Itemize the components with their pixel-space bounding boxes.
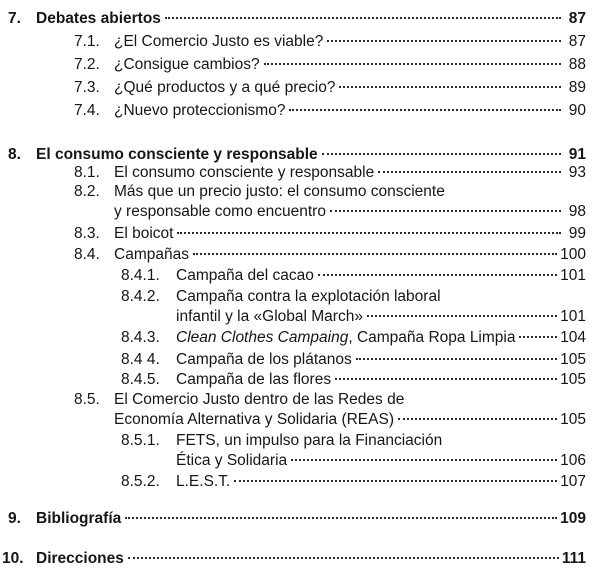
chapter-title: Direcciones (36, 550, 124, 567)
entry-title-line-2: y responsable como encuentro (114, 203, 326, 220)
toc-chapter-9 (8, 509, 586, 529)
page-number: 98 (568, 203, 586, 220)
entry-title: ¿Consigue cambios? (114, 56, 260, 73)
page-number: 105 (560, 351, 586, 368)
toc-entry-7-1 (74, 32, 586, 52)
page-number: 104 (560, 329, 586, 346)
chapter-title: El consumo consciente y responsable (36, 146, 318, 163)
entry-number: 8.4 4. (121, 351, 160, 368)
toc-entry-8-1 (74, 163, 586, 183)
toc-chapter-8 (8, 145, 586, 165)
entry-title: Campañas (114, 246, 189, 263)
dot-leader (125, 517, 557, 519)
toc-entry-8-4-4 (121, 350, 586, 370)
page-number: 100 (560, 246, 586, 263)
entry-number: 8.5. (74, 391, 100, 408)
toc-entry-8-2 (74, 182, 586, 222)
entry-title-line-1: FETS, un impulso para la Financiación (176, 432, 443, 449)
page-number: 89 (568, 79, 586, 96)
toc-entry-8-4-3 (121, 328, 586, 348)
page-number: 91 (568, 146, 586, 163)
dot-leader (165, 17, 561, 19)
toc-entry-7-3 (74, 78, 586, 98)
entry-title-line-2: infantil y la «Global March» (176, 308, 363, 325)
entry-number: 8.4.5. (121, 371, 160, 388)
entry-title: , Campaña Ropa Limpia (348, 329, 516, 346)
dot-leader (327, 40, 561, 42)
entry-number: 7.3. (74, 79, 100, 96)
dot-leader (289, 109, 561, 111)
toc-chapter-7 (8, 9, 586, 29)
page-number: 105 (560, 411, 586, 428)
chapter-number: 8. (8, 146, 21, 163)
entry-title: Campaña del cacao (176, 267, 314, 284)
toc-entry-7-4 (74, 101, 586, 121)
page-number: 101 (560, 267, 586, 284)
page-number: 90 (568, 102, 586, 119)
dot-leader (519, 336, 557, 338)
entry-title-line-1: Campaña contra la explotación laboral (176, 288, 441, 305)
entry-title-line-2: Economía Alternativa y Solidaria (REAS) (114, 411, 394, 428)
entry-number: 8.3. (74, 225, 100, 242)
entry-number: 8.4. (74, 246, 100, 263)
page-number: 93 (568, 164, 586, 181)
page-number: 107 (560, 473, 586, 490)
entry-title: Campaña de las flores (176, 371, 332, 388)
page-number: 111 (561, 550, 586, 567)
dot-leader (318, 274, 557, 276)
entry-title-line-2: Ética y Solidaria (176, 452, 288, 469)
toc-chapter-10 (2, 549, 586, 569)
chapter-number: 10. (2, 550, 24, 567)
entry-title: ¿El Comercio Justo es viable? (114, 33, 324, 50)
entry-number: 8.5.2. (121, 473, 160, 490)
chapter-number: 9. (8, 510, 21, 527)
page-number: 99 (568, 225, 586, 242)
dot-leader (398, 418, 557, 420)
entry-number: 7.1. (74, 33, 100, 50)
entry-title: El boicot (114, 225, 174, 242)
toc-entry-8-4-1 (121, 266, 586, 286)
toc-entry-8-4-5 (121, 370, 586, 390)
entry-number: 7.4. (74, 102, 100, 119)
dot-leader (128, 557, 559, 559)
dot-leader (193, 253, 557, 255)
entry-number: 8.4.3. (121, 329, 160, 346)
entry-title: ¿Qué productos y a qué precio? (114, 79, 336, 96)
toc-entry-8-5-1 (121, 431, 586, 471)
toc-entry-8-5 (74, 390, 586, 430)
entry-title-italic: Clean Clothes Campaing (176, 329, 349, 346)
page-number: 87 (568, 10, 586, 27)
toc-entry-8-5-2 (121, 472, 586, 492)
dot-leader (356, 358, 557, 360)
toc-entry-8-4 (74, 245, 586, 265)
entry-number: 7.2. (74, 56, 100, 73)
page-number: 101 (560, 308, 586, 325)
dot-leader (367, 315, 557, 317)
dot-leader (177, 232, 561, 234)
entry-title: ¿Nuevo proteccionismo? (114, 102, 286, 119)
entry-title: Campaña de los plátanos (176, 351, 352, 368)
dot-leader (378, 171, 561, 173)
toc-entry-8-4-2 (121, 287, 586, 327)
dot-leader (330, 210, 561, 212)
entry-title-line-1: Más que un precio justo: el consumo consciente (114, 183, 445, 200)
page-number: 88 (568, 56, 586, 73)
dot-leader (234, 480, 557, 482)
entry-title-line-1: El Comercio Justo dentro de las Redes de (114, 391, 405, 408)
page-number: 87 (568, 33, 586, 50)
entry-number: 8.1. (74, 164, 100, 181)
chapter-title: Bibliografía (36, 510, 122, 527)
dot-leader (264, 63, 561, 65)
dot-leader (335, 378, 557, 380)
entry-number: 8.4.1. (121, 267, 160, 284)
dot-leader (322, 153, 561, 155)
dot-leader (291, 459, 557, 461)
toc-entry-8-3 (74, 224, 586, 244)
dot-leader (339, 86, 561, 88)
page-number: 109 (560, 510, 586, 527)
page-number: 105 (560, 371, 586, 388)
chapter-number: 7. (8, 10, 21, 27)
entry-title: L.E.S.T. (176, 473, 231, 490)
entry-number: 8.4.2. (121, 288, 160, 305)
entry-number: 8.5.1. (121, 432, 160, 449)
toc-entry-7-2 (74, 55, 586, 75)
entry-number: 8.2. (74, 183, 100, 200)
entry-title: El consumo consciente y responsable (114, 164, 375, 181)
chapter-title: Debates abiertos (36, 10, 161, 27)
page-number: 106 (560, 452, 586, 469)
